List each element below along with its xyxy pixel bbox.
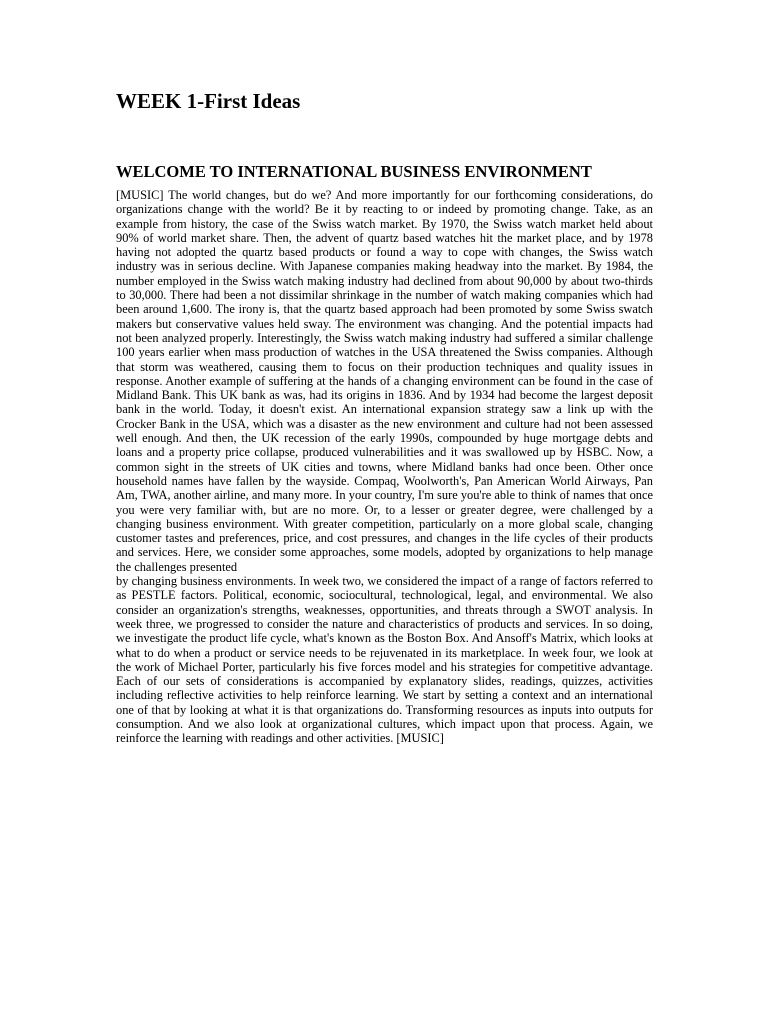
body-text bbox=[116, 188, 653, 746]
paragraph-2: by changing business environments. In week two, we considered the impact of a range of factors referred to as PESTLE factors. Political, economic, sociocultural, technological, legal, and environmental. We also consider an organization's strengths, weaknesses, opportunities, and threats through a SWOT analysis. In week three, we progressed to consider the nature and characteristics of products and services. In so doing, we investigate the product life cycle, what's known as the Boston Box. And Ansoff's Matrix, which looks at what to do when a product or service needs to be rejuvenated in its marketplace. In week four, we look at the work of Michael Porter, particularly his five forces model and his strategies for competitive advantage. Each of our sets of considerations is accompanied by explanatory slides, readings, quizzes, activities including reflective activities to help reinforce learning. We start by setting a context and an international one of that by looking at what it is that organizations do. Transforming resources as inputs into outputs for consumption. And we also look at organizational cultures, which impact upon that process. Again, we reinforce the learning with readings and other activities. [MUSIC] bbox=[116, 574, 653, 746]
section-heading: WELCOME TO INTERNATIONAL BUSINESS ENVIRONMENT bbox=[116, 162, 592, 181]
paragraph-1: [MUSIC] The world changes, but do we? And more importantly for our forthcoming considerations, do organizations change with the world? Be it by reacting to or indeed by promoting change. Take, as an example from history, the case of the Swiss watch market. By 1970, the Swiss watch market held about 90% of world market share. Then, the advent of quartz based watches hit the market place, and by 1978 having not adopted the quartz based products or found a way to cope with changes, the Swiss watch industry was in serious decline. With Japanese companies making headway into the market. By 1984, the number employed in the Swiss watch making industry had declined from about 90,000 by about two-thirds to 30,000. There had been a not dissimilar shrinkage in the number of watch making companies which had been around 1,600. The irony is, that the quartz based approach had been promoted by some Swiss swatch makers but conservative values held sway. The environment was changing. And the potential impacts had not been analyzed properly. Interestingly, the Swiss watch making industry had suffered a similar challenge 100 years earlier when mass production of watches in the USA threatened the Swiss companies. Although that storm was weathered, causing them to focus on their production techniques and quality issues in response. Another example of suffering at the hands of a changing environment can be found in the case of Midland Bank. This UK bank as was, had its origins in 1836. And by 1934 had become the largest deposit bank in the world. Today, it doesn't exist. An international expansion strategy saw a link up with the Crocker Bank in the USA, which was a disaster as the new environment and culture had not been assessed well enough. And then, the UK recession of the early 1990s, compounded by huge mortgage debts and loans and a property price collapse, produced vulnerabilities and it was swallowed up by HSBC. Now, a common sight in the streets of UK cities and towns, where Midland banks had once been. Other once household names have fallen by the wayside. Compaq, Woolworth's, Pan American World Airways, Pan Am, TWA, another airline, and many more. In your country, I'm sure you're able to think of names that once you were very familiar with, but are no more. Or, to a lesser or greater degree, were challenged by a changing business environment. With greater competition, particularly on a more global scale, changing customer tastes and preferences, price, and cost pressures, and changes in the life cycles of their products and services. Here, we consider some approaches, some models, adopted by organizations to help manage the challenges presented bbox=[116, 188, 653, 574]
document-title: WEEK 1-First Ideas bbox=[116, 89, 301, 113]
